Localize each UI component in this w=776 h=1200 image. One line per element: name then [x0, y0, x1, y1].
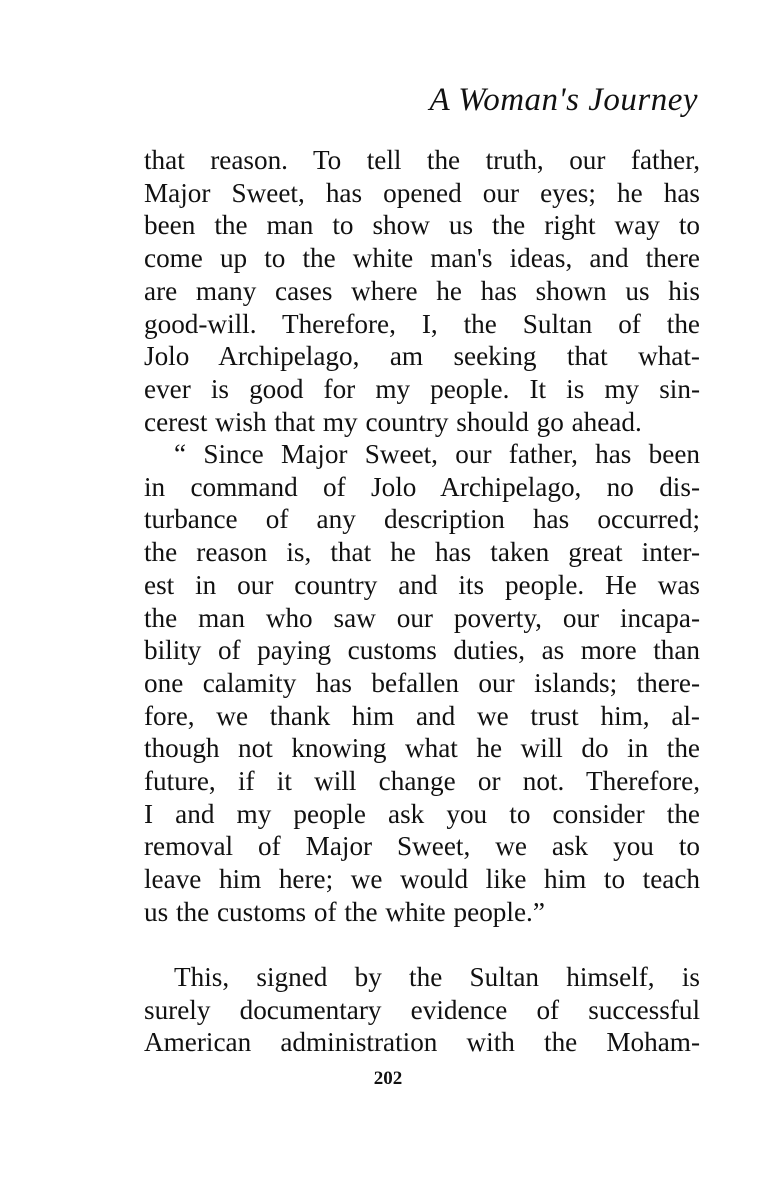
text-line: are many cases where he has shown us his	[144, 275, 700, 306]
text-line: cerest wish that my country should go ahead.	[144, 406, 642, 437]
text-line: This, signed by the Sultan himself, is	[174, 962, 700, 992]
text-line: good-will. Therefore, I, the Sultan of the	[144, 308, 700, 339]
text-line: the man who saw our poverty, our incapa-	[144, 602, 700, 633]
text-line: that reason. To tell the truth, our father,	[144, 145, 700, 175]
text-line: leave him here; we would like him to teach	[144, 864, 700, 895]
text-line: come up to the white man's ideas, and there	[144, 243, 700, 274]
page-number: 202	[373, 1068, 403, 1089]
text-line: us the customs of the white people.”	[144, 896, 545, 927]
running-head: A Woman's Journey	[429, 82, 698, 118]
text-line: though not knowing what he will do in the	[144, 733, 700, 764]
text-line: future, if it will change or not. Therefore,	[144, 766, 700, 797]
text-line: removal of Major Sweet, we ask you to	[144, 831, 700, 862]
text-line: turbance of any description has occurred;	[144, 504, 700, 535]
text-line: “ Since Major Sweet, our father, has been	[174, 439, 700, 469]
text-line: I and my people ask you to consider the	[144, 798, 700, 829]
text-line: the reason is, that he has taken great inter-	[144, 537, 700, 568]
text-line: surely documentary evidence of successful	[144, 994, 700, 1025]
text-line: Major Sweet, has opened our eyes; he has	[144, 177, 700, 208]
text-line: ever is good for my people. It is my sin-	[144, 373, 700, 404]
text-line: one calamity has befallen our islands; there-	[144, 667, 700, 698]
text-line: Jolo Archipelago, am seeking that what-	[144, 341, 700, 372]
text-line: est in our country and its people. He was	[144, 569, 700, 600]
paragraph-1	[144, 144, 700, 438]
text-line: bility of paying customs duties, as more than	[144, 635, 700, 666]
text-line: fore, we thank him and we trust him, al-	[144, 700, 700, 731]
paragraph-2	[144, 438, 700, 929]
paragraph-3	[144, 961, 700, 1059]
text-line: in command of Jolo Archipelago, no dis-	[144, 471, 700, 502]
text-line: been the man to show us the right way to	[144, 210, 700, 241]
text-line: American administration with the Moham-	[144, 1027, 700, 1058]
